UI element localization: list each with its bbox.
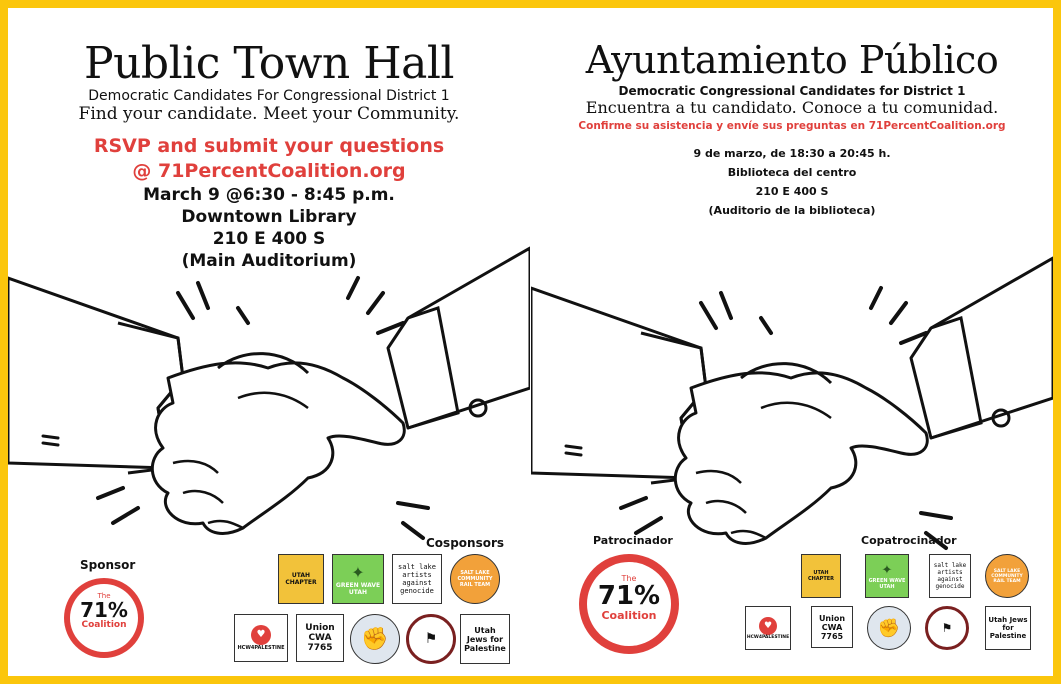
handshake-illustration-es: [531, 248, 1053, 578]
green-wave-sub: UTAH: [348, 588, 368, 596]
event-info: [8, 184, 530, 272]
fist-icon-es: ✊: [877, 617, 901, 639]
spanish-panel: [531, 8, 1053, 676]
emblem-icon-es: ⚑: [941, 621, 953, 635]
heart-icon-es: ♥: [759, 617, 777, 635]
union-cwa-logo: Union CWA 7765: [296, 614, 344, 662]
sponsor-label: Sponsor: [80, 558, 136, 572]
coalition-logo: [64, 578, 144, 658]
hcw-logo-es: [745, 606, 791, 650]
cosponsors-label: Cosponsors: [426, 536, 505, 550]
heart-icon: ♥: [251, 625, 271, 645]
handshake-illustration: [8, 238, 530, 568]
rsvp-line-1: RSVP and submit your questions: [93, 135, 445, 157]
utah-jews-logo: Utah Jews for Palestine: [460, 614, 510, 664]
event-address-es: 210 E 400 S: [755, 185, 829, 198]
event-venue: Downtown Library: [181, 207, 357, 227]
event-room-es: (Auditorio de la biblioteca): [708, 204, 876, 217]
salt-lake-rail-logo: SALT LAKE COMMUNITY RAIL TEAM: [450, 554, 500, 604]
flyer: [8, 8, 1053, 676]
subtitle: Democratic Candidates For Congressional District 1: [88, 88, 450, 104]
english-panel: [8, 8, 530, 676]
green-wave-text: GREEN WAVE: [335, 581, 381, 589]
rsvp-link[interactable]: @ 71PercentCoalition.org: [132, 160, 406, 182]
coalition-pct: 71%: [80, 598, 128, 622]
fist-icon: ✊: [361, 626, 389, 652]
utah-jews-logo-es: Utah Jews for Palestine: [985, 606, 1031, 650]
union-cwa-logo-es: Union CWA 7765: [811, 606, 853, 648]
event-address: 210 E 400 S: [212, 229, 326, 249]
utah-chapter-logo: UTAH CHAPTER: [278, 554, 324, 604]
hcw-logo: [234, 614, 288, 662]
page-title-es: Ayuntamiento Público: [585, 38, 999, 82]
hcw-text-es: HCW4PALESTINE: [746, 634, 790, 640]
utah-chapter-logo-es: UTAH CHAPTER: [801, 554, 841, 598]
emblem-icon: ⚑: [424, 631, 438, 647]
event-date: March 9 @6:30 - 8:45 p.m.: [143, 185, 395, 205]
salt-lake-city-logo-es: [925, 606, 969, 650]
slaag-logo-es: salt lake artists against genocide: [929, 554, 971, 598]
green-wave-text-es: GREEN WAVE: [868, 577, 906, 584]
event-venue-es: Biblioteca del centro: [727, 166, 857, 179]
event-room: (Main Auditorium): [181, 251, 357, 271]
tagline: Find your candidate. Meet your Community.: [78, 104, 460, 124]
salt-lake-city-logo: [406, 614, 456, 664]
rsvp-text: [8, 134, 530, 184]
cosponsors-label-es: Copatrocinador: [861, 534, 957, 547]
green-wave-sub-es: UTAH: [879, 583, 895, 590]
slaag-logo: salt lake artists against genocide: [392, 554, 442, 604]
coalition-the: The: [97, 592, 111, 600]
green-wave-logo: [332, 554, 384, 604]
fists-logo: [350, 614, 400, 664]
coalition-the-es: The: [621, 574, 637, 583]
event-info-es: [531, 144, 1053, 220]
green-wave-logo-es: [865, 554, 909, 598]
tagline-es: Encuentra a tu candidato. Conoce a tu comunidad.: [585, 98, 999, 117]
coalition-pct-es: 71%: [597, 581, 661, 611]
rsvp-link-es[interactable]: Confirme su asistencia y envíe sus preguntas en 71PercentCoalition.org: [578, 120, 1006, 132]
fists-logo-es: [867, 606, 911, 650]
sponsor-label-es: Patrocinador: [593, 534, 673, 547]
page-title: Public Town Hall: [83, 38, 455, 89]
butterfly-icon-es: ✦: [881, 562, 893, 578]
salt-lake-rail-logo-es: SALT LAKE COMMUNITY RAIL TEAM: [985, 554, 1029, 598]
butterfly-icon: ✦: [351, 562, 365, 582]
coalition-logo-es: [579, 554, 679, 654]
subtitle-es: Democratic Congressional Candidates for District 1: [618, 84, 966, 98]
hcw-text: HCW4PALESTINE: [237, 645, 285, 651]
coalition-name: Coalition: [81, 620, 127, 630]
event-date-es: 9 de marzo, de 18:30 a 20:45 h.: [693, 147, 891, 160]
coalition-name-es: Coalition: [601, 609, 657, 622]
